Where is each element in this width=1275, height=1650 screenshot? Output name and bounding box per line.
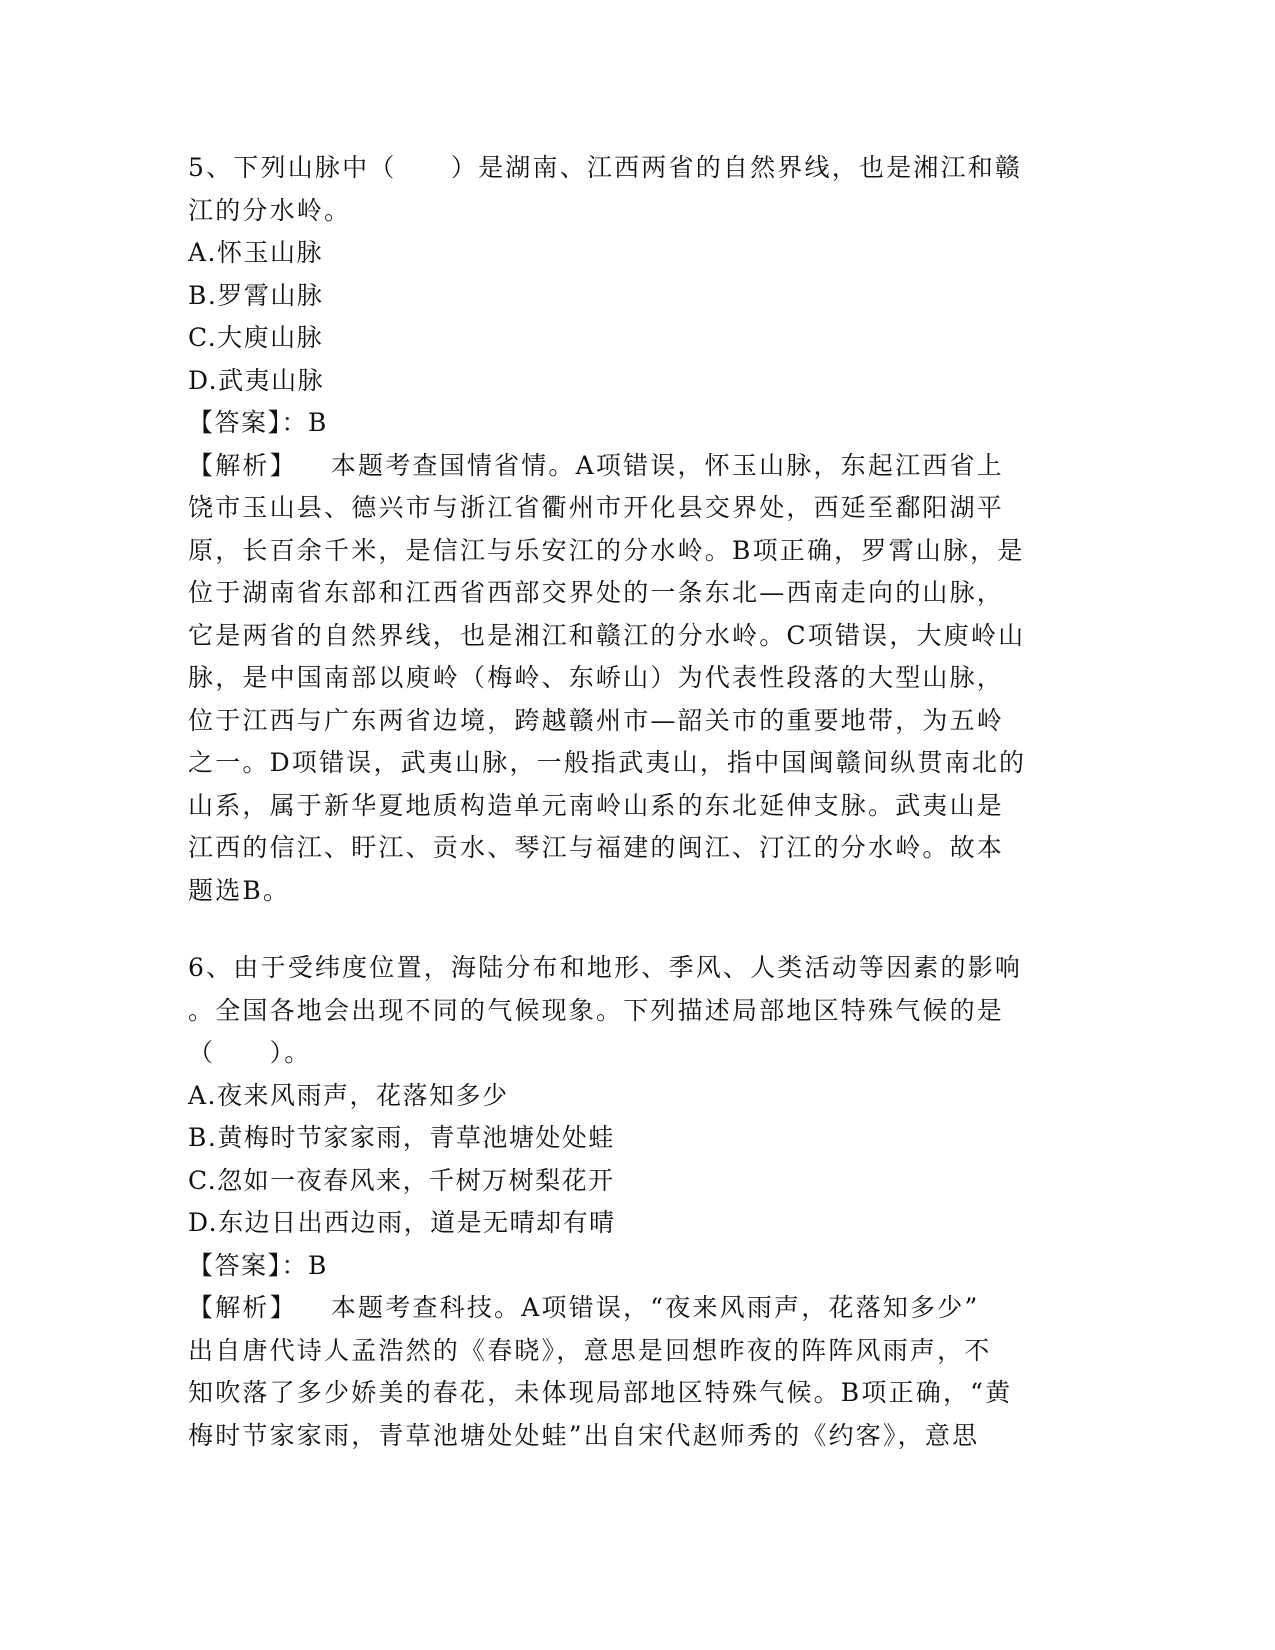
option-c: C.大庾山脉: [188, 323, 324, 352]
option-list: [188, 1075, 1088, 1245]
answer-label: 【答案】：: [188, 1250, 309, 1280]
stem-line: 。全国各地会出现不同的气候现象。下列描述局部地区特殊气候的是: [188, 995, 1005, 1025]
stem-line: 江的分水岭。: [188, 195, 352, 225]
option-c: C.忽如一夜春风来，千树万树梨花开: [188, 1165, 615, 1195]
analysis-label: 【解析】: [188, 450, 297, 480]
answer-value: B: [308, 1250, 328, 1280]
analysis-line: 脉，是中国南部以庾岭（梅岭、东峤山）为代表性段落的大型山脉，: [188, 663, 1005, 692]
option-b: B.罗霄山脉: [188, 280, 324, 310]
analysis-line: [188, 1287, 1088, 1330]
analysis-line: 位于湖南省东部和江西省西部交界处的一条东北—西南走向的山脉，: [188, 578, 1005, 607]
stem-line: （ ）。: [188, 1038, 312, 1067]
option-d: D.武夷山脉: [188, 365, 325, 395]
analysis-line: 知吹落了多少娇美的春花，未体现局部地区特殊气候。B项正确，“黄: [188, 1378, 1013, 1407]
analysis-line: 饶市玉山县、德兴市与浙江省衢州市开化县交界处，西延至鄱阳湖平: [188, 493, 1005, 522]
question-5: [188, 147, 1088, 912]
answer-line: [188, 1245, 1088, 1288]
stem-line: 5、下列山脉中（ ）是湖南、江西两省的自然界线，也是湘江和赣: [188, 153, 1023, 182]
answer-label: 【答案】：: [188, 408, 309, 437]
option-list: [188, 232, 1088, 402]
analysis-line: 梅时节家家雨，青草池塘处处蛙”出自宋代赵师秀的《约客》，意思: [188, 1420, 980, 1450]
analysis-line: 原，长百余千米，是信江与乐安江的分水岭。B项正确，罗霄山脉，是: [188, 535, 1025, 565]
stem-line: 6、由于受纬度位置，海陆分布和地形、季风、人类活动等因素的影响: [188, 953, 1023, 982]
option-a: A.夜来风雨声，花落知多少: [188, 1080, 509, 1110]
analysis-block: [188, 1287, 1088, 1457]
analysis-line: 它是两省的自然界线，也是湘江和赣江的分水岭。C项错误，大庾岭山: [188, 620, 1026, 650]
analysis-line: [188, 445, 1088, 488]
analysis-line: 江西的信江、盱江、贡水、琴江与福建的闽江、汀江的分水岭。故本: [188, 833, 1005, 862]
question-stem: [188, 947, 1088, 1075]
option-d: D.东边日出西边雨，道是无晴却有晴: [188, 1208, 616, 1237]
question-stem: [188, 147, 1088, 232]
analysis-text: 本题考查科技。A项错误，“夜来风雨声，花落知多少”: [330, 1293, 980, 1322]
analysis-line: 位于江西与广东两省边境，跨越赣州市—韶关市的重要地带，为五岭: [188, 705, 1005, 735]
analysis-label: 【解析】: [188, 1293, 297, 1322]
answer-value: B: [308, 408, 328, 437]
analysis-text: 本题考查国情省情。A项错误，怀玉山脉，东起江西省上: [330, 450, 1004, 480]
option-b: B.黄梅时节家家雨，青草池塘处处蛙: [188, 1123, 615, 1152]
analysis-block: [188, 445, 1088, 913]
analysis-line: 出自唐代诗人孟浩然的《春晓》，意思是回想昨夜的阵阵风雨声，不: [188, 1335, 992, 1365]
analysis-line: 题选B。: [188, 875, 291, 905]
answer-line: [188, 402, 1088, 445]
analysis-line: 之一。D项错误，武夷山脉，一般指武夷山，指中国闽赣间纵贯南北的: [188, 748, 1027, 777]
option-a: A.怀玉山脉: [188, 238, 324, 267]
analysis-line: 山系，属于新华夏地质构造单元南岭山系的东北延伸支脉。武夷山是: [188, 790, 1005, 820]
question-6: [188, 947, 1088, 1457]
